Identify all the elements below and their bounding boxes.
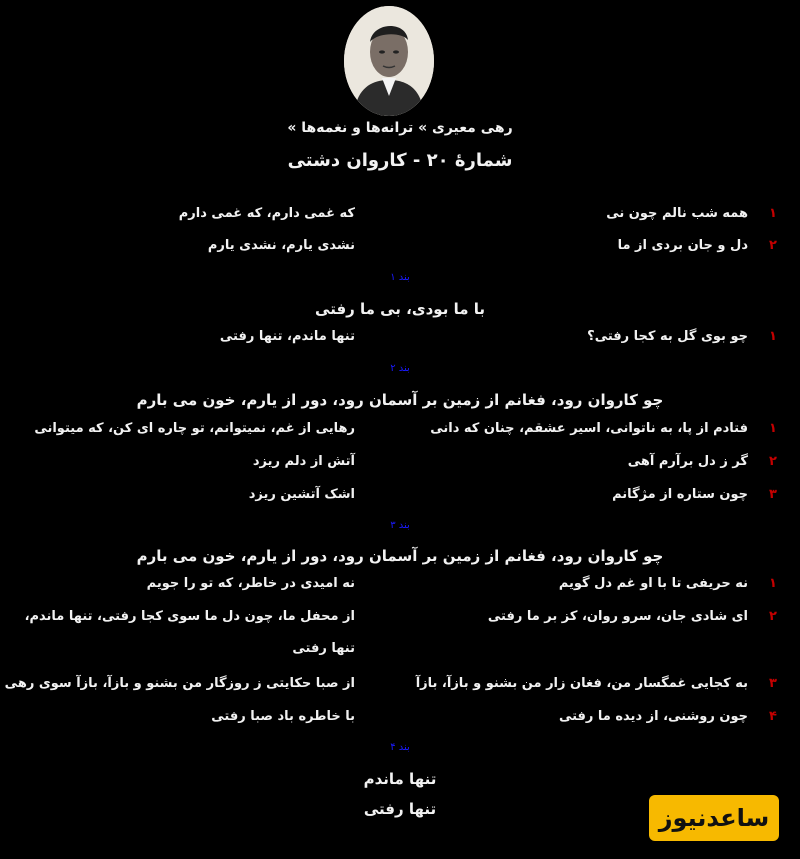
verse-number: ۱ xyxy=(769,329,777,344)
verse-hemistich-2: نه امیدی در خاطر، که تو را جویم xyxy=(146,576,355,591)
verse-hemistich-2: با خاطره باد صبا رفتی xyxy=(211,709,355,724)
verse-hemistich-1: چون روشنی، از دیده ما رفتی xyxy=(558,709,748,724)
stanza-label: بند ۲ xyxy=(390,363,410,374)
verse-hemistich-2: رهایی از غم، نمیتوانم، تو چاره ای کن، که میتوانی xyxy=(34,421,355,436)
verse-hemistich-1: چون ستاره از مژگانم xyxy=(612,487,748,502)
verse-hemistich-2: نشدی یارم، نشدی یارم xyxy=(207,238,355,253)
final-line: تنها ماندم xyxy=(363,770,437,788)
verse-row xyxy=(0,206,800,236)
verse-hemistich-1: فتادم از پا، به ناتوانی، اسیر عشقم، چنان که دانی xyxy=(430,421,748,436)
verse-hemistich-2: اشک آتشین ریزد xyxy=(248,487,355,502)
stanza-label: بند ۱ xyxy=(390,272,410,283)
verse-number: ۳ xyxy=(769,676,777,691)
breadcrumb[interactable]: رهی معیری » ترانه‌ها و نغمه‌ها » xyxy=(287,120,513,136)
verse-hemistich-1: گر ز دل برآرم آهی xyxy=(627,454,748,469)
verse-row xyxy=(0,676,800,706)
poet-portrait xyxy=(344,6,434,116)
verse-row xyxy=(0,454,800,484)
verse-hemistich-1: چو بوی گل به کجا رفتی؟ xyxy=(587,329,748,344)
verse-row xyxy=(0,709,800,739)
verse-row xyxy=(0,238,800,268)
verse-hemistich-1: همه شب نالم چون نی xyxy=(606,206,748,221)
refrain-line: با ما بودی، بی ما رفتی xyxy=(315,300,485,318)
stanza-label: بند ۴ xyxy=(390,742,410,753)
verse-number: ۲ xyxy=(769,238,777,253)
verse-number: ۱ xyxy=(769,206,777,221)
verse-hemistich-2: تنها ماندم، تنها رفتی xyxy=(219,329,355,344)
verse-hemistich-2: که غمی دارم، که غمی دارم xyxy=(178,206,355,221)
verse-row xyxy=(0,421,800,451)
page-title: شمارهٔ ۲۰ - کاروان دشتی xyxy=(287,150,513,171)
verse-hemistich-2: از محفل ما، چون دل ما سوی کجا رفتی، تنها ماندم، تنها رفتی xyxy=(24,609,355,656)
verse-hemistich-2: آتش از دلم ریزد xyxy=(252,454,355,469)
verse-number: ۲ xyxy=(769,454,777,469)
verse-hemistich-1: دل و جان بردی از ما xyxy=(617,238,748,253)
verse-hemistich-1: ای شادی جان، سرو روان، کز بر ما رفتی xyxy=(487,609,748,624)
verse-hemistich-1: نه حریفی تا با او غم دل گویم xyxy=(558,576,748,591)
verse-row xyxy=(0,487,800,517)
verse-number: ۱ xyxy=(769,421,777,436)
verse-row xyxy=(0,329,800,359)
verse-number: ۴ xyxy=(769,709,777,724)
refrain-line: چو کاروان رود، فغانم از زمین بر آسمان رود، دور از یارم، خون می بارم xyxy=(136,391,664,409)
verse-number: ۳ xyxy=(769,487,777,502)
stanza-label: بند ۳ xyxy=(390,520,410,531)
verse-row xyxy=(0,609,800,673)
final-line: تنها رفتی xyxy=(363,800,437,818)
site-logo: ساعدنیوز xyxy=(649,795,779,841)
verse-hemistich-2: از صبا حکایتی ز روزگار من بشنو و بازآ، بازآ سوی رهی xyxy=(4,676,355,691)
verse-number: ۲ xyxy=(769,609,777,624)
refrain-line: چو کاروان رود، فغانم از زمین بر آسمان رود، دور از یارم، خون می بارم xyxy=(136,547,664,565)
verse-number: ۱ xyxy=(769,576,777,591)
verse-hemistich-1: به کجایی غمگسار من، فغان زار من بشنو و بازآ، بازآ xyxy=(415,676,748,691)
